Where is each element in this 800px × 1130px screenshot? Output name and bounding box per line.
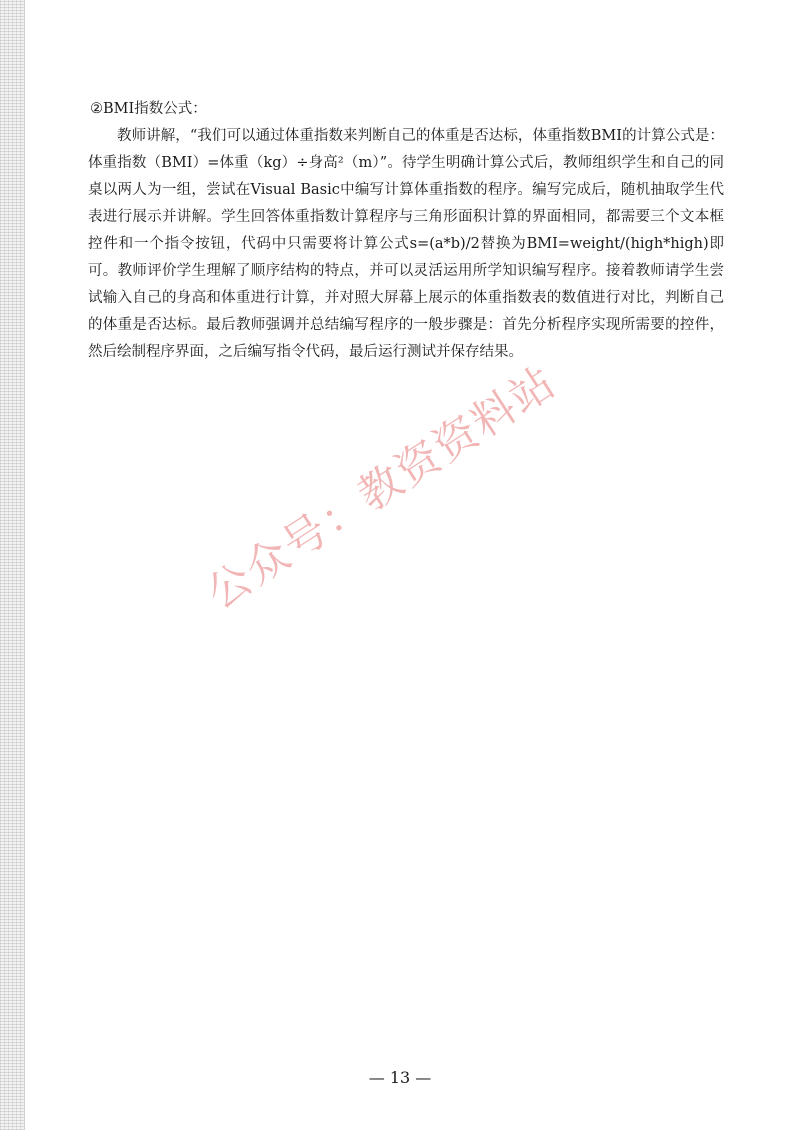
page-number: — 13 — bbox=[368, 1068, 432, 1087]
watermark: 公众号：教资资料站 bbox=[198, 356, 566, 620]
document-body bbox=[88, 96, 724, 366]
scan-edge bbox=[0, 0, 24, 1130]
scan-edge-line bbox=[24, 0, 25, 1130]
body-paragraph: 教师讲解，“我们可以通过体重指数来判断自己的体重是否达标，体重指数BMI的计算公式是：体重指数（BMI）=体重（kg）÷身高²（m）”。待学生明确计算公式后，教师组织学生和自己的同桌以两人为一组，尝试在Visual Basic中编写计算体重指数的程序。编写完成后，随机抽取学生代表进行展示并讲解。学生回答体重指数计算程序与三角形面积计算的界面相同，都需要三个文本框控件和一个指令按钮，代码中只需要将计算公式s=(a*b)/2替换为BMI=weight/(high*high)即可。教师评价学生理解了顺序结构的特点，并可以灵活运用所学知识编写程序。接着教师请学生尝试输入自己的身高和体重进行计算，并对照大屏幕上展示的体重指数表的数值进行对比，判断自己的体重是否达标。最后教师强调并总结编写程序的一般步骤是：首先分析程序实现所需要的控件，然后绘制程序界面，之后编写指令代码，最后运行测试并保存结果。 bbox=[88, 128, 724, 360]
section-heading: ②BMI指数公式： bbox=[90, 101, 207, 117]
